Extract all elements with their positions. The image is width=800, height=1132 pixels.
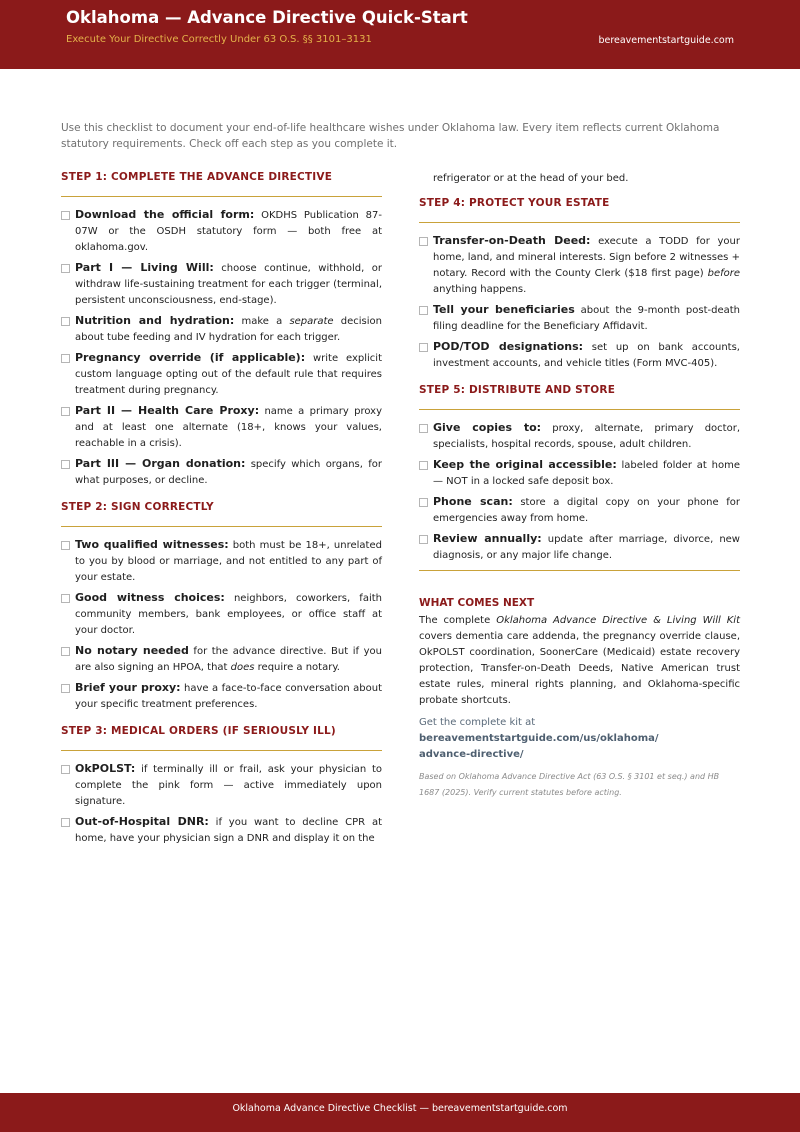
item-text: update after marriage, divorce, new diagnosis, or any major life change. xyxy=(433,534,740,561)
page-footer xyxy=(0,1093,800,1132)
step-3-continuation: refrigerator or at the head of your bed. xyxy=(433,173,629,184)
checklist-item[interactable] xyxy=(419,531,740,564)
item-text: store a digital copy on your phone for emergencies away from home. xyxy=(433,497,741,524)
checklist-item[interactable] xyxy=(61,537,382,586)
item-text: labeled folder at home — NOT in a locked safe deposit box. xyxy=(433,460,740,487)
kit-link-line-2[interactable]: advance-directive/ xyxy=(419,749,524,760)
step-2-heading: STEP 2: SIGN CORRECTLY xyxy=(61,501,214,513)
page-header xyxy=(0,0,800,69)
item-text: neighbors, coworkers, faith community members, bank employees, or office staff at your doctor. xyxy=(75,593,382,636)
item-emphasis: does xyxy=(230,662,255,673)
kit-title: Oklahoma Advance Directive & Living Will Kit xyxy=(496,615,740,626)
step-1-divider xyxy=(61,196,382,197)
item-text: execute a TODD for your home, land, and mineral interests. Sign before 2 witnesses + notary. Record with the County Clerk ($18 first page) xyxy=(433,236,741,279)
item-text: if terminally ill or frail, ask your physician to complete the pink form — active immediately upon signature. xyxy=(75,764,382,807)
item-text: about the 9-month post-death filing deadline for the Beneficiary Affidavit. xyxy=(433,305,741,332)
item-text: set up on bank accounts, investment accounts, and vehicle titles (Form MVC-405). xyxy=(433,342,740,369)
item-text: write explicit custom language opting out of the default rule that requires treatment during pregnancy. xyxy=(75,353,383,396)
checkbox-icon[interactable] xyxy=(61,541,70,550)
checklist-item[interactable] xyxy=(61,260,382,309)
item-label: Tell your beneficiaries xyxy=(433,303,575,316)
step-3-divider xyxy=(61,750,382,751)
step-2-divider xyxy=(61,526,382,527)
item-label: Part II — Health Care Proxy: xyxy=(75,404,260,417)
whats-next-divider xyxy=(419,570,740,571)
checkbox-icon[interactable] xyxy=(61,765,70,774)
checklist-item[interactable] xyxy=(419,339,740,372)
item-text: anything happens. xyxy=(433,284,527,295)
step-4-heading: STEP 4: PROTECT YOUR ESTATE xyxy=(419,197,610,209)
header-site: bereavementstartguide.com xyxy=(598,35,734,46)
checkbox-icon[interactable] xyxy=(419,237,428,246)
checkbox-icon[interactable] xyxy=(419,343,428,352)
item-text: make a xyxy=(234,316,290,327)
footer-text: Oklahoma Advance Directive Checklist — bereavementstartguide.com xyxy=(232,1103,568,1114)
item-label: Out-of-Hospital DNR: xyxy=(75,815,209,828)
checkbox-icon[interactable] xyxy=(419,461,428,470)
step-5-heading: STEP 5: DISTRIBUTE AND STORE xyxy=(419,384,616,396)
checklist-item[interactable] xyxy=(419,494,740,527)
whats-next-body xyxy=(419,613,740,709)
kit-link-line-1[interactable]: bereavementstartguide.com/us/oklahoma/ xyxy=(419,733,659,744)
item-label: Good witness choices: xyxy=(75,591,225,604)
checkbox-icon[interactable] xyxy=(61,211,70,220)
intro-text: Use this checklist to document your end-of-life healthcare wishes under Oklahoma law. Every item reflects current Oklahoma statutory requirements. Check off each step as you complete it. xyxy=(61,122,720,150)
checklist-item[interactable] xyxy=(61,403,382,452)
item-text: decision about tube feeding and IV hydration for each trigger. xyxy=(75,316,383,343)
checkbox-icon[interactable] xyxy=(419,535,428,544)
checkbox-icon[interactable] xyxy=(61,460,70,469)
checklist-item[interactable] xyxy=(61,680,382,713)
checklist-item[interactable] xyxy=(61,350,382,399)
item-emphasis: before xyxy=(707,268,740,279)
item-text: have a face-to-face conversation about your specific treatment preferences. xyxy=(75,683,382,710)
right-column xyxy=(419,171,740,801)
step-1-section xyxy=(61,171,382,489)
checklist-item[interactable] xyxy=(61,814,382,847)
item-label: Nutrition and hydration: xyxy=(75,314,235,327)
item-text: choose continue, withhold, or withdraw life-sustaining treatment for each trigger (terminal, persistent unconsciousness, end-stage). xyxy=(75,263,382,306)
step-1-heading: STEP 1: COMPLETE THE ADVANCE DIRECTIVE xyxy=(61,171,333,183)
kit-intro: Get the complete kit at xyxy=(419,717,536,728)
checkbox-icon[interactable] xyxy=(61,407,70,416)
checkbox-icon[interactable] xyxy=(61,354,70,363)
checklist-item[interactable] xyxy=(61,590,382,639)
item-text: both must be 18+, unrelated to you by blood or marriage, and not entitled to any part of your estate. xyxy=(75,540,382,583)
checkbox-icon[interactable] xyxy=(61,594,70,603)
left-column xyxy=(61,171,382,851)
checkbox-icon[interactable] xyxy=(61,684,70,693)
item-text: for the advance directive. But if you are also signing an HPOA, that xyxy=(75,646,382,673)
item-emphasis: separate xyxy=(289,316,334,327)
step-4-section xyxy=(419,197,740,372)
item-label: Part I — Living Will: xyxy=(75,261,214,274)
item-text: require a notary. xyxy=(254,662,340,673)
checklist-item[interactable] xyxy=(61,761,382,810)
checklist-item[interactable] xyxy=(61,207,382,256)
checklist-item[interactable] xyxy=(419,420,740,453)
item-text: specify which organs, for what purposes, or decline. xyxy=(75,459,382,486)
item-text: if you want to decline CPR at home, have your physician sign a DNR and display it on the xyxy=(75,817,382,844)
checkbox-icon[interactable] xyxy=(61,264,70,273)
kit-link[interactable] xyxy=(419,731,740,763)
item-label: Give copies to: xyxy=(433,421,542,434)
checkbox-icon[interactable] xyxy=(419,498,428,507)
checklist-item[interactable] xyxy=(419,457,740,490)
step-3-section xyxy=(61,725,382,847)
checklist-item[interactable] xyxy=(61,643,382,676)
item-text: name a primary proxy and at least one alternate (18+, knows your values, reachable in a crisis). xyxy=(75,406,382,449)
item-label: Phone scan: xyxy=(433,495,513,508)
item-label: Download the official form: xyxy=(75,208,255,221)
item-label: Two qualified witnesses: xyxy=(75,538,229,551)
page-title: Oklahoma — Advance Directive Quick-Start xyxy=(66,8,468,27)
item-text: OKDHS Publication 87-07W or the OSDH statutory form — both free at oklahoma.gov. xyxy=(75,210,382,253)
item-label: Review annually: xyxy=(433,532,542,545)
item-label: Transfer-on-Death Deed: xyxy=(433,234,591,247)
item-label: POD/TOD designations: xyxy=(433,340,584,353)
item-label: Pregnancy override (if applicable): xyxy=(75,351,306,364)
whats-next-section xyxy=(419,597,740,801)
item-label: Brief your proxy: xyxy=(75,681,181,694)
checklist-item[interactable] xyxy=(419,302,740,335)
item-label: Keep the original accessible: xyxy=(433,458,617,471)
step-3-heading: STEP 3: MEDICAL ORDERS (IF SERIOUSLY ILL) xyxy=(61,725,336,737)
step-2-section xyxy=(61,501,382,713)
whats-next-text: The complete xyxy=(419,615,497,626)
checklist-item[interactable] xyxy=(61,313,382,346)
item-label: Part III — Organ donation: xyxy=(75,457,246,470)
whats-next-text: covers dementia care addenda, the pregnancy override clause, OkPOLST coordination, SoonerCare (Medicaid) estate recovery protection, Transfer-on-Death Deeds, Native American trust estate rules, mineral rights planning, and Oklahoma-specific probate shortcuts. xyxy=(419,631,740,706)
checklist-item[interactable] xyxy=(61,456,382,489)
checklist-item[interactable] xyxy=(419,233,740,298)
statute-note: Based on Oklahoma Advance Directive Act (63 O.S. § 3101 et seq.) and HB 1687 (2025). Verify current statutes before acting. xyxy=(419,772,720,797)
checkbox-icon[interactable] xyxy=(419,424,428,433)
step-4-divider xyxy=(419,222,740,223)
checkbox-icon[interactable] xyxy=(61,317,70,326)
checkbox-icon[interactable] xyxy=(61,647,70,656)
checkbox-icon[interactable] xyxy=(419,306,428,315)
step-5-divider xyxy=(419,409,740,410)
item-label: No notary needed xyxy=(75,644,189,657)
item-label: OkPOLST: xyxy=(75,762,136,775)
checkbox-icon[interactable] xyxy=(61,818,70,827)
step-5-section xyxy=(419,384,740,564)
item-text: proxy, alternate, primary doctor, specialists, hospital records, spouse, adult children. xyxy=(433,423,740,450)
whats-next-heading: WHAT COMES NEXT xyxy=(419,597,535,609)
page-subtitle: Execute Your Directive Correctly Under 63 O.S. §§ 3101–3131 xyxy=(66,34,372,45)
